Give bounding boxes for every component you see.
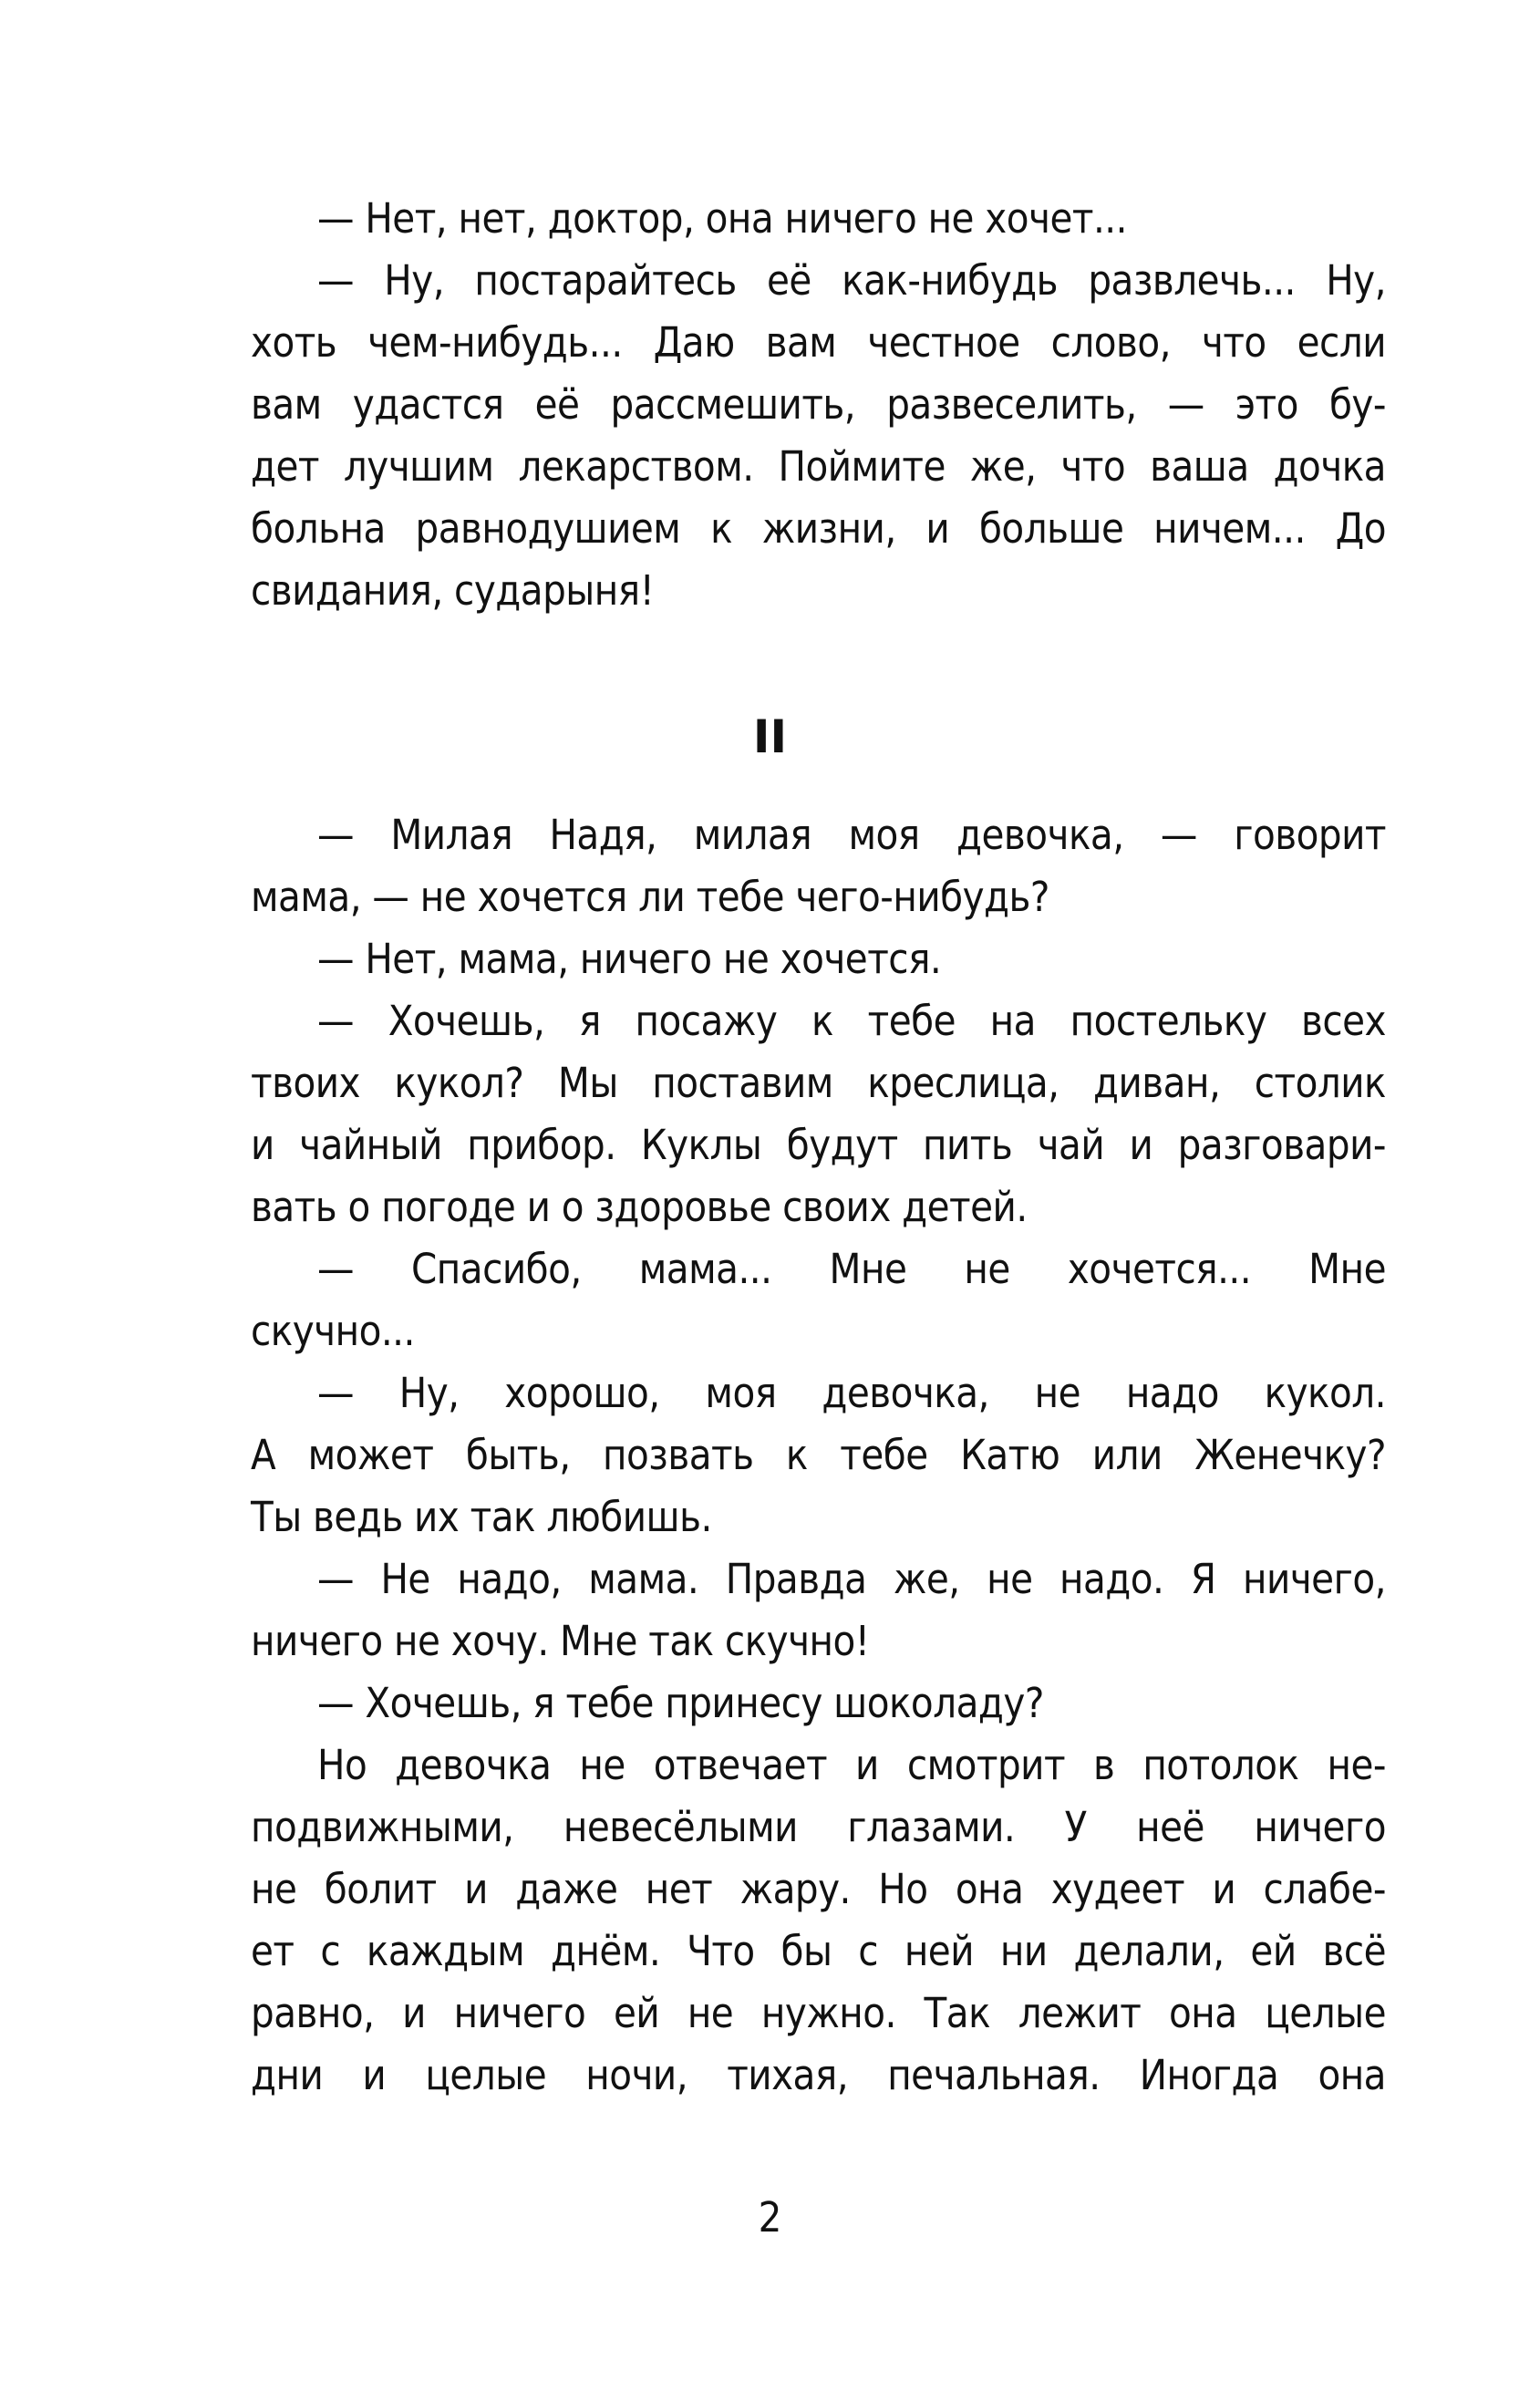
text-line: — Ну, постарайтесь её как-нибудь развлечь... Ну, <box>317 256 1386 305</box>
text-line: — Нет, нет, доктор, она ничего не хочет... <box>317 194 1128 243</box>
text-line: Ты ведь их так любишь. <box>251 1493 712 1541</box>
text-line: дет лучшим лекарством. Поймите же, что ваша дочка <box>251 442 1386 491</box>
text-line: свидания, сударыня! <box>251 566 655 615</box>
text-line: твоих кукол? Мы поставим креслица, диван, столик <box>251 1059 1386 1107</box>
page-number: 2 <box>758 2193 782 2242</box>
text-line: ничего не хочу. Мне так скучно! <box>251 1617 870 1665</box>
text-line: — Ну, хорошо, моя девочка, не надо кукол. <box>317 1369 1386 1417</box>
text-line: не болит и даже нет жару. Но она худеет и слабе- <box>251 1865 1386 1913</box>
text-line: — Хочешь, я посажу к тебе на постельку всех <box>317 997 1386 1045</box>
text-line: Но девочка не отвечает и смотрит в потолок не- <box>317 1741 1386 1789</box>
text-line: — Милая Надя, милая моя девочка, — говорит <box>317 811 1386 859</box>
text-line: хоть чем-нибудь... Даю вам честное слово, что если <box>251 318 1386 367</box>
text-line: — Не надо, мама. Правда же, не надо. Я ничего, <box>317 1555 1386 1603</box>
text-line: вать о погоде и о здоровье своих детей. <box>251 1183 1028 1231</box>
text-line: — Хочешь, я тебе принесу шоколаду? <box>317 1679 1044 1727</box>
text-line: и чайный прибор. Куклы будут пить чай и разговари- <box>251 1121 1386 1169</box>
text-line: скучно... <box>251 1307 415 1355</box>
text-line: равно, и ничего ей не нужно. Так лежит она целые <box>251 1989 1386 2037</box>
text-line: мама, — не хочется ли тебе чего-нибудь? <box>251 873 1049 921</box>
text-line: вам удастся её рассмешить, развеселить, — это бу- <box>251 380 1386 429</box>
text-line: подвижными, невесёлыми глазами. У неё ничего <box>251 1803 1386 1851</box>
text-line: А может быть, позвать к тебе Катю или Женечку? <box>251 1431 1386 1479</box>
text-line: — Нет, мама, ничего не хочется. <box>317 935 942 983</box>
text-line: — Спасибо, мама... Мне не хочется... Мне <box>317 1245 1386 1293</box>
text-line: больна равнодушием к жизни, и больше ничем... До <box>251 504 1386 553</box>
text-line: дни и целые ночи, тихая, печальная. Иногда она <box>251 2051 1386 2099</box>
chapter-heading: II <box>752 710 788 763</box>
text-line: ет с каждым днём. Что бы с ней ни делали, ей всё <box>251 1927 1386 1975</box>
